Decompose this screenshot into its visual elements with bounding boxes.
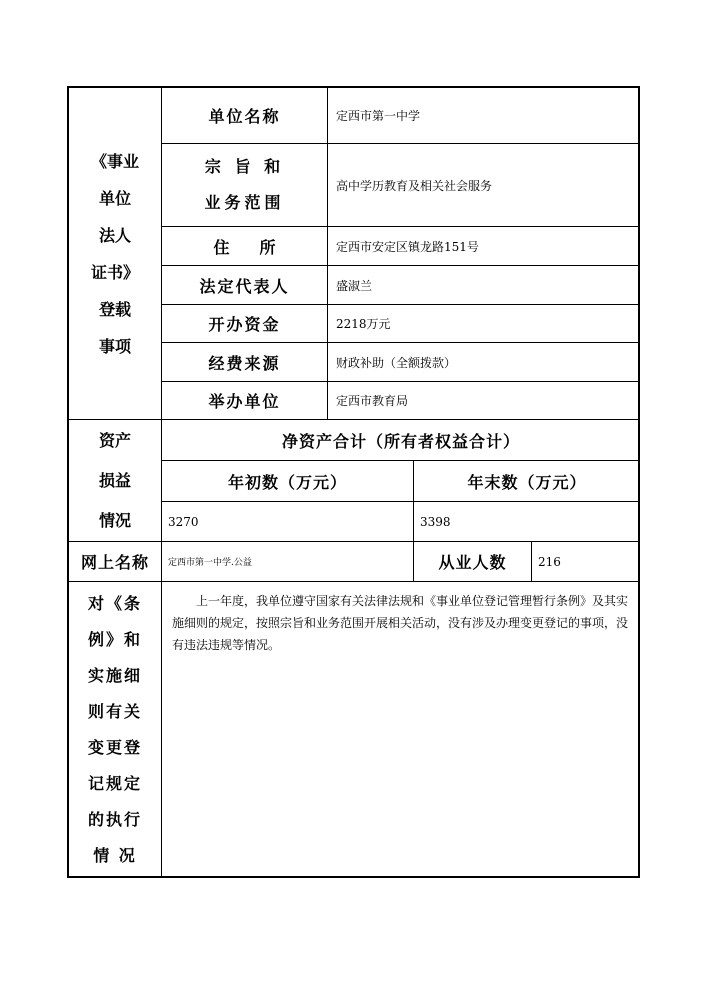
legal-representative-value: 盛淑兰: [336, 278, 373, 293]
start-capital-value: 2218万元: [336, 317, 391, 331]
start-capital-label: 开办资金: [208, 315, 281, 334]
grid-line: [69, 581, 640, 582]
grid-line: [161, 460, 640, 461]
purpose-scope-label-line: 业务范围: [204, 193, 285, 212]
certificate-section-title: [69, 88, 161, 419]
grid-line: [161, 381, 640, 382]
funding-source-label: 经费来源: [208, 353, 281, 373]
grid-line: [161, 265, 640, 266]
execution-title-line: 记规定: [87, 774, 142, 793]
net-assets-header: 净资产合计（所有者权益合计）: [281, 431, 520, 451]
legal-representative-label: 法定代表人: [199, 276, 290, 296]
grid-line: [161, 143, 640, 144]
address-value: 定西市安定区镇龙路151号: [336, 239, 479, 254]
grid-line: [161, 304, 640, 305]
assets-title-line: 情况: [98, 510, 131, 530]
sponsor-unit-value: 定西市教育局: [336, 394, 409, 408]
grid-line: [531, 542, 532, 582]
staff-count-label: 从业人数: [438, 553, 507, 572]
unit-name-label: 单位名称: [208, 107, 281, 126]
grid-line: [69, 541, 640, 542]
execution-title-line: 例》和: [87, 630, 142, 649]
staff-count-value: 216: [538, 554, 561, 569]
execution-title-line: 变更登: [87, 738, 142, 757]
purpose-scope-label-line: 宗 旨 和: [204, 157, 285, 176]
grid-line: [327, 88, 328, 420]
grid-line: [161, 501, 640, 502]
certificate-title-line: 证书》: [90, 262, 139, 282]
execution-title-line: 情 况: [93, 846, 137, 865]
grid-line: [161, 342, 640, 343]
certificate-title-line: 事项: [98, 336, 131, 356]
year-end-label: 年末数（万元）: [467, 472, 587, 492]
execution-statement: 上一年度，我单位遵守国家有关法律法规和《事业单位登记管理暂行条例》及其实施细则的规定，按照宗旨和业务范围开展相关活动，没有涉及办理变更登记的事项，没有违法违规等情况。: [172, 594, 629, 652]
assets-section-title: [69, 420, 161, 541]
execution-title-line: 则有关: [87, 702, 142, 721]
execution-title-line: 对《条: [87, 594, 142, 613]
certificate-title-line: 单位: [98, 188, 131, 208]
execution-title-line: 的执行: [87, 810, 142, 829]
registration-form: [67, 86, 640, 878]
online-name-value: 定西市第一中学.公益: [168, 558, 252, 568]
funding-source-value: 财政补助（全额拨款）: [336, 355, 457, 370]
grid-line: [413, 461, 414, 582]
sponsor-unit-label: 举办单位: [208, 392, 281, 411]
purpose-scope-value: 高中学历教育及相关社会服务: [336, 178, 493, 193]
execution-title-line: 实施细: [87, 666, 142, 685]
grid-line: [69, 419, 640, 420]
assets-title-line: 资产: [98, 430, 131, 450]
year-begin-value: 3270: [168, 514, 199, 529]
unit-name-value: 定西市第一中学: [336, 109, 421, 123]
online-name-label: 网上名称: [80, 553, 149, 572]
address-label: 住所: [213, 237, 306, 257]
year-begin-label: 年初数（万元）: [227, 472, 347, 492]
assets-title-line: 损益: [98, 470, 131, 490]
grid-line: [161, 226, 640, 227]
execution-section-title: [69, 582, 161, 878]
certificate-title-line: 法人: [98, 225, 131, 245]
certificate-title-line: 登载: [98, 299, 131, 319]
year-end-value: 3398: [420, 514, 451, 529]
purpose-scope-label: [162, 144, 327, 226]
grid-line: [161, 88, 162, 878]
certificate-title-line: 《事业: [90, 151, 139, 171]
